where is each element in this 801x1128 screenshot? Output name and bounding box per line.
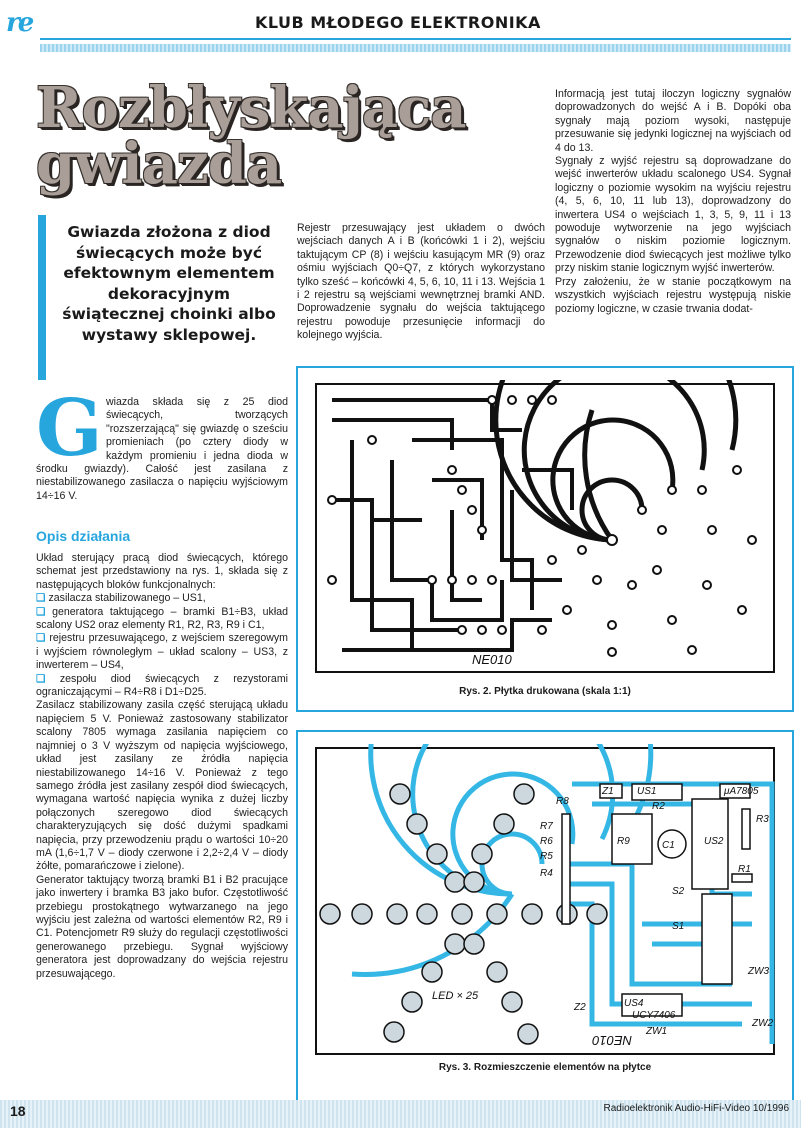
header-rule-band [40,44,791,52]
article-title [36,75,466,197]
svg-text:R9: R9 [617,836,630,847]
publication-info: Radioelektronik Audio-HiFi-Video 10/1996 [603,1103,789,1114]
svg-text:ZW2: ZW2 [752,1018,774,1029]
svg-text:R4: R4 [540,868,553,879]
lead-paragraph [36,383,288,503]
list-item [36,606,288,633]
article-title-line2: gwiazda [36,131,282,197]
header-rule-line [40,38,791,40]
list-item [36,632,288,672]
left-column [36,552,288,981]
figure-caption: Rys. 2. Płytka drukowana (skala 1:1) [459,686,631,697]
component-layout-drawing [312,744,778,1060]
svg-text:US4: US4 [624,998,644,1009]
svg-text:ZW3: ZW3 [748,966,770,977]
svg-text:R8: R8 [556,796,569,807]
lead-text: wiazda składa się z 25 diod świecących, tworzących "rozszerzającą" się gwiazdę o sześciu promieniach (po cztery diody w każdym promieniu i jedna dioda w środku gwiazdy). Całość jest zasilana z niestabilizowanego zasilacza o napięciu wyjściowym 14÷16 V. [36,396,288,502]
pcb-drawing [312,380,778,676]
svg-text:Z2: Z2 [574,1002,586,1013]
svg-text:R6: R6 [540,836,553,847]
svg-text:C1: C1 [662,840,675,851]
article-title-line1: Rozbłyskająca [36,75,466,141]
svg-text:R7: R7 [540,821,553,832]
layout-mirror-label: NE010 [592,1033,632,1048]
checkbox-bullet-icon: ❑ [36,592,46,605]
svg-text:R1: R1 [738,864,751,875]
svg-text:μA7805: μA7805 [724,786,759,797]
svg-text:R2: R2 [652,801,665,812]
intro-accent-bar [38,215,46,380]
intro-text: Gwiazda złożona z diod świecących może być efektownym elementem dekoracyjnym świątecznej choinki albo wystawy sklepowej. [62,223,276,344]
section-heading: Opis działania [36,528,131,544]
paragraph: Sygnały z wyjść rejestru są doprowadzane do wejść inwerterów układu scalonego US4. Sygnał logiczny o poziomie wysokim na wyjściu rejestru (4, 5, 6, 10, 11 lub 13), doprowadzony do inwertera US4 o wejściach 1, 3, 5, 9, 11 i 13 powoduje wytworzenie na jego wyjściach sygnałów o niskim poziomie logicznym. Przewodzenie diod świecących jest możliwe tylko przy niskim stanie logicznym wyjść inwerterów. [555,155,791,275]
paragraph: Zasilacz stabilizowany zasila część sterującą układu napięciem 5 V. Ponieważ zastosowany stabilizator scalony 7805 wymaga zasilania napięciem co najmniej o 3 V wyższym od napięcia wyjściowego, układ jest zasilany ze źródła napięcia niestabilizowanego 14÷16 V. Ponieważ z tego samego źródła jest zasilany zespół diod świecących, wymagana wartość napięcia wynika z dużej liczby połączonych szeregowo diod świecących charakteryzujących się dość dużymi spadkami napięcia, przy przewodzeniu prądu o wartości 10÷20 mA (1,6÷1,7 V – diody czerwone i 2,2÷2,4 V – diody żółte, pomarańczowe i zielone). [36,699,288,873]
checkbox-bullet-icon: ❑ [36,632,46,645]
page-number: 18 [10,1103,26,1119]
right-column [555,88,791,316]
figure-caption: Rys. 3. Rozmieszczenie elementów na płytce [438,1062,652,1073]
middle-column [297,222,545,343]
list-item-text: zasilacza stabilizowanego – US1, [48,592,206,605]
paragraph: Przy założeniu, że w stanie początkowym na wszystkich wyjściach rejestru występują niskie poziomy logiczne, w czasie trwania dodat- [555,275,791,315]
paragraph: Generator taktujący tworzą bramki B1 i B2 pracujące jako inwertery i bramka B3 jako bufor. Częstotliwość przebiegu prostokątnego wytwarzanego na jego wyjściu jest zależna od wartości elementów R2, R9 i C1. Potencjometr R9 służy do regulacji częstotliwości generowanego przebiegu. Sygnał wyjściowy generatora jest doprowadzany do wejścia rejestru przesuwającego. [36,873,288,980]
paragraph: Rejestr przesuwający jest układem o dwóch wejściach danych A i B (końcówki 1 i 2), wejściu taktującym CP (8) i wejściu kasującym MR (9) oraz ośmiu wyjściach Q0÷Q7, z których wykorzystano tylko sześć – końcówki 4, 5, 6, 10, 11 i 13. Wejścia 1 i 2 rejestru są wejściami wewnętrznej bramki AND. Doprowadzenie sygnału do wejścia taktującego rejestru powoduje przesunięcie informacji do kolejnego wyjścia. [297,222,545,342]
svg-text:Z1: Z1 [602,786,614,797]
magazine-logo: re [6,8,33,38]
list-item [36,673,288,700]
svg-text:US2: US2 [704,836,724,847]
svg-text:S1: S1 [672,921,685,932]
pcb-label: NE010 [472,652,512,667]
checkbox-bullet-icon: ❑ [36,605,46,618]
drop-cap: G [36,383,103,474]
led-count-label: LED × 25 [432,990,479,1002]
svg-text:ZW1: ZW1 [646,1026,668,1037]
svg-text:R5: R5 [540,851,553,862]
paragraph: Informacją jest tutaj iloczyn logiczny sygnałów doprowadzonych do wejść A i B. Dopóki oba sygnały mają poziom wysoki, następuje przesuwanie się jedynki logicznej na wyjściach od 4 do 13. [555,88,791,154]
checkbox-bullet-icon: ❑ [36,672,46,685]
svg-text:US1: US1 [637,786,657,797]
list-item-text: rejestru przesuwającego, z wejściem szeregowym i wyjściem równoległym – układ scalony – US3, z inwerterem – US4, [36,632,288,672]
figure-component-layout [296,730,794,1102]
paragraph: Układ sterujący pracą diod świecących, którego schemat jest przedstawiony na rys. 1, składa się z następujących bloków funkcjonalnych: [36,552,288,591]
list-item-text: generatora taktującego – bramki B1÷B3, układ scalony US2 oraz elementy R1, R2, R3, R9 i C1, [36,605,288,632]
svg-text:S2: S2 [672,886,685,897]
figure-pcb [296,366,794,712]
list-item-text: zespołu diod świecących z rezystorami ograniczającymi – R4÷R8 i D1÷D25. [36,672,288,699]
svg-text:R3: R3 [756,814,769,825]
list-item [36,592,288,605]
svg-text:UCY7406: UCY7406 [632,1010,676,1021]
section-header-title: KLUB MŁODEGO ELEKTRONIKA [255,13,541,32]
